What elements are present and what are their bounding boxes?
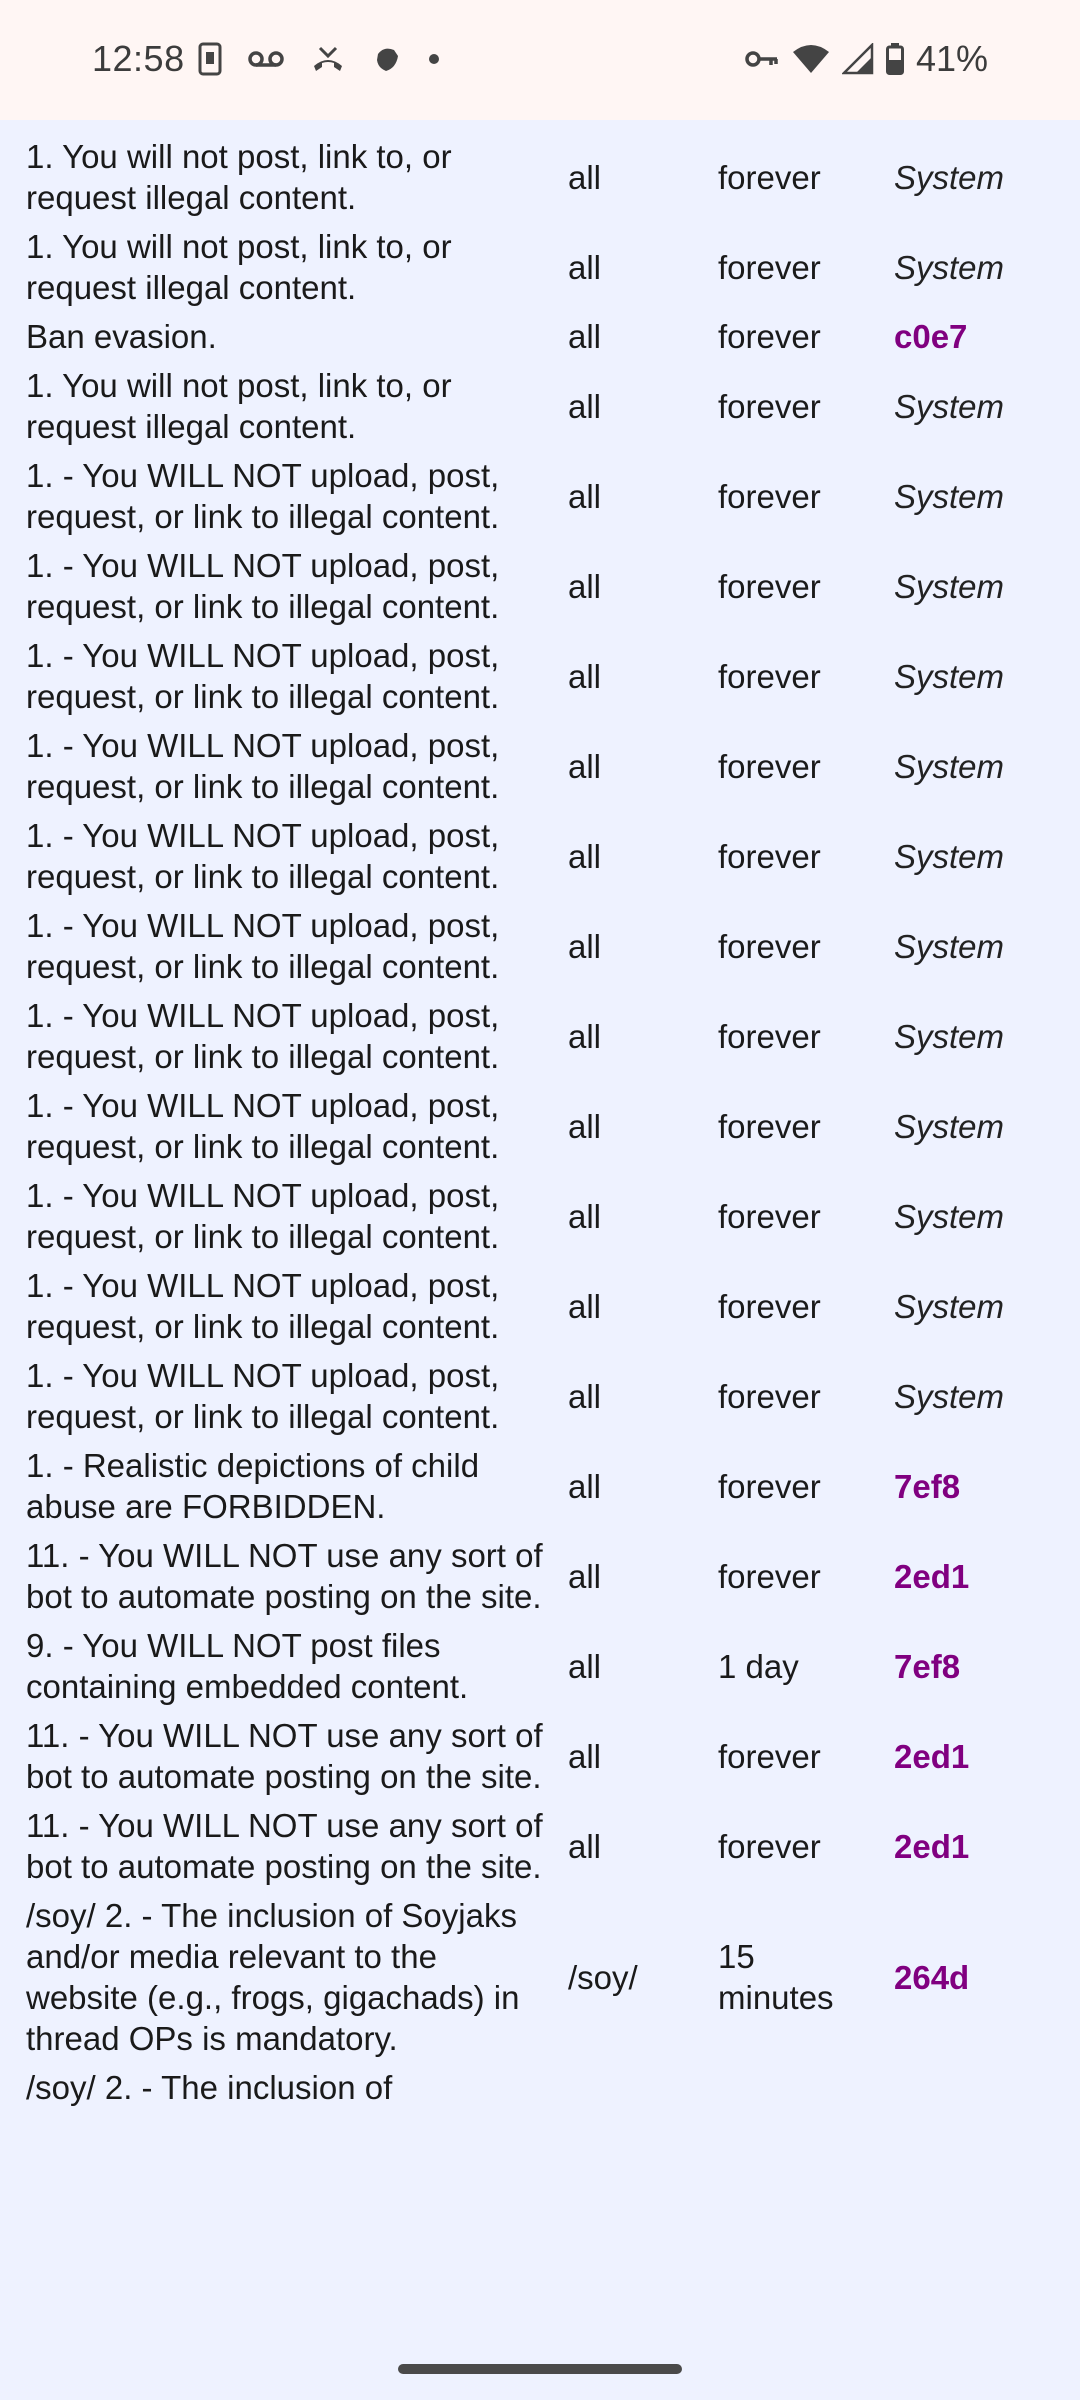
ban-expires: forever: [718, 1197, 821, 1235]
ban-row: [18, 1711, 1062, 1801]
voicemail-icon: [248, 48, 284, 70]
ban-expires: forever: [718, 657, 821, 695]
ban-reason: /soy/ 2. - The inclusion of: [26, 2069, 393, 2106]
ban-reason: 11. - You WILL NOT use any sort of bot to automate posting on the site.: [26, 1717, 543, 1795]
ban-reason: 1. You will not post, link to, or request illegal content.: [26, 138, 452, 216]
ban-expires: forever: [718, 747, 821, 785]
ban-board: all: [568, 1017, 602, 1055]
ban-row: [18, 222, 1062, 312]
home-gesture-bar[interactable]: [398, 2364, 682, 2374]
ban-staff: System: [894, 1377, 1005, 1415]
ban-expires: forever: [718, 1287, 821, 1325]
ban-board: all: [568, 1737, 602, 1775]
ban-board: all: [568, 1557, 602, 1595]
ban-row: [18, 1621, 1062, 1711]
ban-reason: 1. - You WILL NOT upload, post, request, or link to illegal content.: [26, 547, 500, 625]
vpn-key-icon: [744, 48, 780, 70]
ban-reason: 1. - You WILL NOT upload, post, request, or link to illegal content.: [26, 1357, 500, 1435]
ban-row: [18, 2063, 1062, 2112]
ban-staff: System: [894, 1107, 1005, 1145]
ban-row: [18, 1081, 1062, 1171]
ban-row: [18, 1801, 1062, 1891]
ban-staff: System: [894, 387, 1005, 425]
ban-staff: System: [894, 1197, 1005, 1235]
ban-board: all: [568, 657, 602, 695]
ban-staff: System: [894, 248, 1005, 286]
ban-expires: 1 day: [718, 1647, 799, 1685]
ban-reason: 1. - You WILL NOT upload, post, request, or link to illegal content.: [26, 1177, 500, 1255]
ban-list-table: [18, 132, 1062, 2112]
ban-row: [18, 1171, 1062, 1261]
ban-reason: /soy/ 2. - The inclusion of Soyjaks and/or media relevant to the website (e.g., frogs, gigachads) in thread OPs is mandatory.: [26, 1897, 520, 2057]
ban-board: all: [568, 387, 602, 425]
ban-staff: System: [894, 1287, 1005, 1325]
ban-expires: forever: [718, 1827, 821, 1865]
ban-board: all: [568, 1467, 602, 1505]
ban-reason: 9. - You WILL NOT post files containing embedded content.: [26, 1627, 469, 1705]
ban-board: all: [568, 158, 602, 196]
app-notification-icon: [372, 44, 402, 74]
ban-reason: 1. - You WILL NOT upload, post, request, or link to illegal content.: [26, 727, 500, 805]
ban-expires: forever: [718, 1557, 821, 1595]
ban-reason: 1. - You WILL NOT upload, post, request, or link to illegal content.: [26, 997, 500, 1075]
ban-staff: 7ef8: [894, 1647, 961, 1685]
ban-board: all: [568, 477, 602, 515]
ban-board: all: [568, 248, 602, 286]
ban-staff: 2ed1: [894, 1737, 970, 1775]
sim-card-icon: [198, 42, 222, 76]
ban-board: [560, 2063, 710, 2112]
ban-staff: System: [894, 657, 1005, 695]
ban-board: all: [568, 1377, 602, 1415]
ban-reason: 1. - You WILL NOT upload, post, request, or link to illegal content.: [26, 637, 500, 715]
ban-staff: System: [894, 747, 1005, 785]
ban-expires: forever: [718, 318, 821, 355]
ban-board: all: [568, 1287, 602, 1325]
ban-reason: 11. - You WILL NOT use any sort of bot to automate posting on the site.: [26, 1807, 543, 1885]
ban-board: all: [568, 927, 602, 965]
ban-expires: forever: [718, 387, 821, 425]
ban-staff: c0e7: [894, 318, 968, 355]
ban-row: [18, 991, 1062, 1081]
ban-expires: forever: [718, 1737, 821, 1775]
ban-row: [18, 312, 1062, 361]
ban-expires: forever: [718, 248, 821, 286]
ban-row: [18, 541, 1062, 631]
ban-staff: System: [894, 927, 1005, 965]
ban-staff: [886, 2063, 1062, 2112]
ban-row: [18, 1441, 1062, 1531]
ban-expires: forever: [718, 1107, 821, 1145]
ban-expires: [710, 2063, 886, 2112]
notification-icons: [198, 42, 440, 76]
ban-reason: 1. You will not post, link to, or request illegal content.: [26, 367, 452, 445]
ban-board: all: [568, 1107, 602, 1145]
ban-expires: 15 minutes: [718, 1938, 834, 2016]
ban-staff: System: [894, 158, 1005, 196]
ban-board: all: [568, 1647, 602, 1685]
ban-board: /soy/: [568, 1958, 638, 1996]
ban-list-body: [18, 132, 1062, 2112]
ban-board: all: [568, 1827, 602, 1865]
ban-board: all: [568, 747, 602, 785]
cellular-signal-icon: [842, 43, 874, 75]
ban-staff: 7ef8: [894, 1467, 961, 1505]
ban-staff: 2ed1: [894, 1557, 970, 1595]
ban-staff: 2ed1: [894, 1827, 970, 1865]
ban-expires: forever: [718, 567, 821, 605]
battery-icon: [886, 43, 904, 75]
ban-reason: 1. - You WILL NOT upload, post, request, or link to illegal content.: [26, 457, 500, 535]
ban-reason: 1. - Realistic depictions of child abuse are FORBIDDEN.: [26, 1447, 480, 1525]
ban-expires: forever: [718, 927, 821, 965]
ban-expires: forever: [718, 477, 821, 515]
wifi-icon: [792, 44, 830, 74]
ban-reason: 1. You will not post, link to, or request illegal content.: [26, 228, 452, 306]
missed-call-icon: [310, 44, 346, 74]
ban-expires: forever: [718, 1467, 821, 1505]
ban-staff: System: [894, 837, 1005, 875]
ban-reason: 1. - You WILL NOT upload, post, request, or link to illegal content.: [26, 1267, 500, 1345]
ban-expires: forever: [718, 837, 821, 875]
ban-row: [18, 1531, 1062, 1621]
status-time: 12:58: [92, 38, 185, 79]
ban-reason: Ban evasion.: [26, 318, 217, 355]
ban-board: all: [568, 318, 602, 355]
ban-expires: forever: [718, 158, 821, 196]
ban-row: [18, 361, 1062, 451]
ban-reason: 11. - You WILL NOT use any sort of bot to automate posting on the site.: [26, 1537, 543, 1615]
dot-icon: [428, 53, 440, 65]
ban-staff: System: [894, 1017, 1005, 1055]
ban-staff: System: [894, 477, 1005, 515]
ban-board: all: [568, 567, 602, 605]
battery-percent: 41%: [915, 38, 988, 79]
status-bar: [0, 0, 1080, 120]
ban-row: [18, 132, 1062, 222]
ban-row: [18, 451, 1062, 541]
ban-reason: 1. - You WILL NOT upload, post, request, or link to illegal content.: [26, 1087, 500, 1165]
ban-board: all: [568, 837, 602, 875]
ban-row: [18, 721, 1062, 811]
ban-staff: System: [894, 567, 1005, 605]
ban-list-page: [0, 120, 1080, 2400]
ban-row: [18, 811, 1062, 901]
ban-reason: 1. - You WILL NOT upload, post, request, or link to illegal content.: [26, 907, 500, 985]
ban-staff: 264d: [894, 1958, 970, 1996]
ban-reason: 1. - You WILL NOT upload, post, request, or link to illegal content.: [26, 817, 500, 895]
ban-row: [18, 901, 1062, 991]
ban-row: [18, 1891, 1062, 2063]
system-indicators: [744, 38, 988, 80]
ban-row: [18, 1261, 1062, 1351]
ban-row: [18, 631, 1062, 721]
ban-board: all: [568, 1197, 602, 1235]
ban-expires: forever: [718, 1017, 821, 1055]
ban-expires: forever: [718, 1377, 821, 1415]
ban-row: [18, 1351, 1062, 1441]
